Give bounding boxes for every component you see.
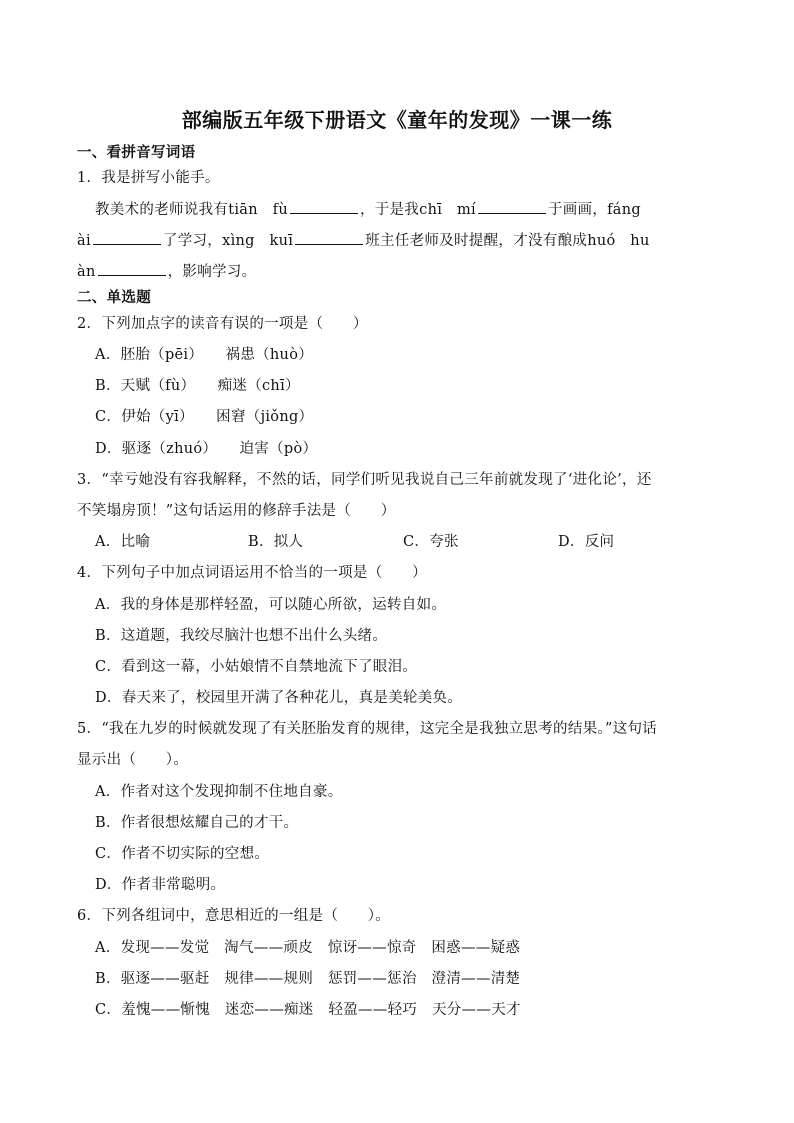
question-3-option-c[interactable]: C．夸张 <box>403 534 459 550</box>
question-3-option-b[interactable]: B．拟人 <box>248 534 304 550</box>
q1-text-e: 了学习，xìng kuī <box>162 233 294 249</box>
question-6-stem: 6．下列各组词中，意思相近的一组是（ ）。 <box>77 908 391 924</box>
question-4-option-d[interactable]: D．春天来了，校园里开满了各种花儿，真是美轮美奂。 <box>95 690 463 706</box>
question-4-option-a[interactable]: A．我的身体是那样轻盈，可以随心所欲，运转自如。 <box>95 597 447 613</box>
question-3-stem-line-1: 3．“幸亏她没有容我解释，不然的话，同学们听见我说自己三年前就发现了‘进化论’，还 <box>77 472 652 488</box>
question-2-option-b[interactable]: B．天赋（fù） 痴迷（chī） <box>95 378 300 394</box>
answer-blank-tianfu[interactable] <box>290 199 358 214</box>
q1-text-g: àn <box>77 264 96 280</box>
answer-blank-xingkui[interactable] <box>295 230 363 245</box>
question-3-option-a[interactable]: A．比喻 <box>95 534 151 550</box>
question-1-line-3 <box>77 260 256 281</box>
question-2-option-a[interactable]: A．胚胎（pēi） 祸患（huò） <box>95 347 314 363</box>
answer-blank-fangai[interactable] <box>93 230 161 245</box>
q1-text-a: 教美术的老师说我有tiān fù <box>95 202 288 218</box>
question-5-option-d[interactable]: D．作者非常聪明。 <box>95 877 226 893</box>
question-2-option-d[interactable]: D．驱逐（zhuó） 迫害（pò） <box>95 441 318 457</box>
answer-blank-chimi[interactable] <box>478 199 546 214</box>
question-6-option-c[interactable]: C．羞愧——惭愧 迷恋——痴迷 轻盈——轻巧 天分——天才 <box>95 1002 521 1018</box>
page-title: 部编版五年级下册语文《童年的发现》一课一练 <box>181 108 613 132</box>
question-3-option-d[interactable]: D．反问 <box>558 534 615 550</box>
q1-text-c: 于画画，fáng <box>547 202 641 218</box>
question-5-option-b[interactable]: B．作者很想炫耀自己的才干。 <box>95 815 299 831</box>
section-heading-pinyin: 一、看拼音写词语 <box>77 144 196 161</box>
question-5-stem-line-2: 显示出（ ）。 <box>77 752 189 768</box>
question-1-stem: 1．我是拼写小能手。 <box>77 170 220 186</box>
question-1-line-1 <box>95 198 641 219</box>
q1-text-d: ài <box>77 233 91 249</box>
q1-text-h: ，影响学习。 <box>167 264 257 280</box>
question-6-option-a[interactable]: A．发现——发觉 淘气——顽皮 惊讶——惊奇 困惑——疑惑 <box>95 940 521 956</box>
question-5-option-c[interactable]: C．作者不切实际的空想。 <box>95 846 270 862</box>
question-5-stem-line-1: 5．“我在九岁的时候就发现了有关胚胎发育的规律，这完全是我独立思考的结果。”这句话 <box>77 721 658 737</box>
section-heading-single-choice: 二、单选题 <box>77 289 151 306</box>
question-3-stem-line-2: 不笑塌房顶！”这句话运用的修辞手法是（ ） <box>77 503 396 519</box>
question-4-option-b[interactable]: B．这道题，我绞尽脑汁也想不出什么头绪。 <box>95 628 388 644</box>
answer-blank-huohuan[interactable] <box>98 261 166 276</box>
question-6-option-b[interactable]: B．驱逐——驱赶 规律——规则 惩罚——惩治 澄清——清楚 <box>95 971 521 987</box>
question-5-option-a[interactable]: A．作者对这个发现抑制不住地自豪。 <box>95 784 343 800</box>
question-1-line-2 <box>77 229 650 250</box>
question-2-stem: 2．下列加点字的读音有误的一项是（ ） <box>77 316 368 332</box>
question-4-option-c[interactable]: C．看到这一幕，小姑娘情不自禁地流下了眼泪。 <box>95 659 418 675</box>
q1-text-f: 班主任老师及时提醒，才没有酿成huó hu <box>365 233 650 249</box>
question-4-stem: 4．下列句子中加点词语运用不恰当的一项是（ ） <box>77 565 427 581</box>
question-2-option-c[interactable]: C．伊始（yī） 困窘（jiǒng） <box>95 409 314 425</box>
q1-text-b: ，于是我chī mí <box>359 202 476 218</box>
